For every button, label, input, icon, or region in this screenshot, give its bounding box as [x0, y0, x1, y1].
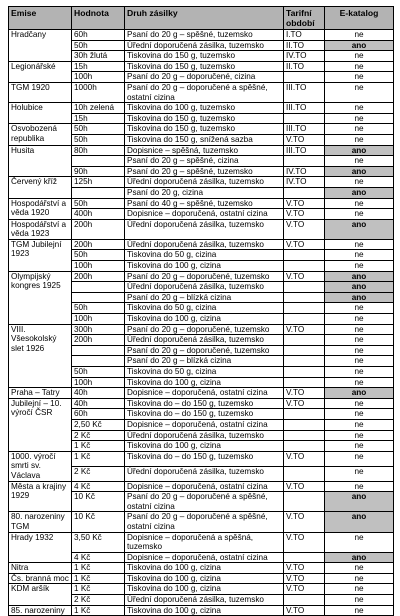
e-katalog-cell: ne: [325, 451, 394, 466]
hodnota-cell: 4 Kč: [72, 552, 125, 563]
hodnota-cell: 40h: [72, 398, 125, 409]
tarifni-obdobi-cell: [284, 335, 325, 346]
e-katalog-cell: ano: [325, 292, 394, 303]
e-katalog-cell: ne: [325, 563, 394, 574]
hodnota-cell: 100h: [72, 261, 125, 272]
tarifni-obdobi-cell: V.TO: [284, 219, 325, 239]
e-katalog-cell: ano: [325, 492, 394, 512]
hodnota-cell: 15h: [72, 113, 125, 124]
e-katalog-cell: ano: [325, 282, 394, 293]
druh-zasilky-cell: Psaní do 20 g – doporučené, tuzemsko: [125, 345, 284, 356]
hodnota-cell: [72, 345, 125, 356]
hodnota-cell: 125h: [72, 177, 125, 188]
hodnota-cell: 50h: [72, 40, 125, 51]
tarifni-obdobi-cell: I.TO: [284, 30, 325, 41]
e-katalog-cell: ano: [325, 40, 394, 51]
hodnota-cell: 2 Kč: [72, 430, 125, 441]
tarifni-obdobi-cell: IV.TO: [284, 51, 325, 62]
druh-zasilky-cell: Tiskovina do – do 150 g, tuzemsko: [125, 409, 284, 420]
druh-zasilky-cell: Psaní do 20 g – spěšné, tuzemsko: [125, 166, 284, 177]
hodnota-cell: 10h zelená: [72, 103, 125, 114]
e-katalog-cell: ne: [325, 124, 394, 135]
e-katalog-cell: ano: [325, 512, 394, 532]
table-row: [9, 124, 394, 135]
emise-cell: Olympijský kongres 1925: [9, 271, 72, 324]
emise-cell: 80. narozeniny TGM: [9, 512, 72, 532]
tarifni-obdobi-cell: [284, 466, 325, 481]
emise-cell: TGM Jubilejní 1923: [9, 239, 72, 271]
e-katalog-cell: ne: [325, 61, 394, 72]
druh-zasilky-cell: Tiskovina do 150 g, tuzemsko: [125, 61, 284, 72]
emise-cell: Holubice: [9, 103, 72, 124]
hodnota-cell: 200h: [72, 219, 125, 239]
druh-zasilky-cell: Psaní do 20 g, cizina: [125, 187, 284, 198]
e-katalog-cell: ne: [325, 82, 394, 102]
emise-cell: Hospodářství a věda 1920: [9, 198, 72, 219]
table-row: [9, 145, 394, 156]
druh-zasilky-cell: Tiskovina do 100 g, cizina: [125, 377, 284, 388]
tarifni-obdobi-cell: [284, 367, 325, 378]
emise-cell: Praha – Tatry: [9, 388, 72, 399]
druh-zasilky-cell: Psaní do 20 g – blízká cizina: [125, 292, 284, 303]
stamp-table: [8, 6, 394, 616]
hodnota-cell: 1 Kč: [72, 441, 125, 452]
hodnota-cell: 15h: [72, 61, 125, 72]
table-row: [9, 512, 394, 532]
header-emise: Emise: [9, 7, 72, 30]
hodnota-cell: [72, 356, 125, 367]
druh-zasilky-cell: Tiskovina do 100 g, cizina: [125, 563, 284, 574]
table-row: [9, 388, 394, 399]
table-row: [9, 451, 394, 466]
druh-zasilky-cell: Tiskovina do 150 g, tuzemsko: [125, 124, 284, 135]
druh-zasilky-cell: Dopisnice – doporučená, ostatní cizina: [125, 481, 284, 492]
hodnota-cell: 200h: [72, 335, 125, 346]
table-row: [9, 271, 394, 282]
e-katalog-cell: ne: [325, 430, 394, 441]
tarifni-obdobi-cell: [284, 345, 325, 356]
stamp-table-container: [8, 6, 393, 616]
e-katalog-cell: ne: [325, 398, 394, 409]
emise-cell: VIII. Všesokolský slet 1926: [9, 324, 72, 388]
druh-zasilky-cell: Psaní do 20 g – doporučené, cizina: [125, 72, 284, 83]
table-row: [9, 481, 394, 492]
druh-zasilky-cell: Dopisnice – doporučená, ostatní cizina: [125, 388, 284, 399]
druh-zasilky-cell: Tiskovina do 100 g, cizina: [125, 584, 284, 595]
druh-zasilky-cell: Tiskovina do 150 g, snížená sazba: [125, 134, 284, 145]
table-row: [9, 239, 394, 250]
emise-cell: Čs. branná moc: [9, 573, 72, 584]
hodnota-cell: 50h: [72, 198, 125, 209]
e-katalog-cell: ne: [325, 72, 394, 83]
hodnota-cell: 50h: [72, 124, 125, 135]
druh-zasilky-cell: Psaní do 40 g – spěšné, tuzemsko: [125, 198, 284, 209]
table-row: [9, 605, 394, 616]
druh-zasilky-cell: Tiskovina do 100 g, cizina: [125, 314, 284, 325]
table-row: [9, 177, 394, 188]
hodnota-cell: [72, 156, 125, 167]
emise-cell: Hradčany: [9, 30, 72, 62]
e-katalog-cell: ne: [325, 605, 394, 616]
emise-cell: Osvobozená republika: [9, 124, 72, 145]
druh-zasilky-cell: Psaní do 20 g – spěšné, cizina: [125, 156, 284, 167]
tarifni-obdobi-cell: V.TO: [284, 271, 325, 282]
e-katalog-cell: ano: [325, 271, 394, 282]
hodnota-cell: 2,50 Kč: [72, 419, 125, 430]
druh-zasilky-cell: Tiskovina do – do 150 g, tuzemsko: [125, 451, 284, 466]
e-katalog-cell: ne: [325, 103, 394, 114]
table-row: [9, 532, 394, 552]
e-katalog-cell: ne: [325, 595, 394, 606]
hodnota-cell: 3,50 Kč: [72, 532, 125, 552]
e-katalog-cell: ne: [325, 466, 394, 481]
tarifni-obdobi-cell: [284, 356, 325, 367]
hodnota-cell: 1 Kč: [72, 451, 125, 466]
tarifni-obdobi-cell: II.TO: [284, 40, 325, 51]
e-katalog-cell: ano: [325, 219, 394, 239]
tarifni-obdobi-cell: [284, 377, 325, 388]
e-katalog-cell: ne: [325, 324, 394, 335]
tarifni-obdobi-cell: [284, 552, 325, 563]
table-row: [9, 584, 394, 595]
tarifni-obdobi-cell: [284, 282, 325, 293]
druh-zasilky-cell: Dopisnice – doporučená a spěšná, tuzemsko: [125, 532, 284, 552]
hodnota-cell: 200h: [72, 239, 125, 250]
hodnota-cell: 50h: [72, 367, 125, 378]
tarifni-obdobi-cell: V.TO: [284, 209, 325, 220]
tarifni-obdobi-cell: [284, 292, 325, 303]
druh-zasilky-cell: Úřední doporučená zásilka, tuzemsko: [125, 282, 284, 293]
hodnota-cell: 90h: [72, 166, 125, 177]
tarifni-obdobi-cell: [284, 113, 325, 124]
tarifni-obdobi-cell: III.TO: [284, 82, 325, 102]
e-katalog-cell: ne: [325, 250, 394, 261]
tarifni-obdobi-cell: V.TO: [284, 573, 325, 584]
emise-cell: Města a krajiny 1929: [9, 481, 72, 512]
tarifni-obdobi-cell: V.TO: [284, 398, 325, 409]
e-katalog-cell: ne: [325, 113, 394, 124]
e-katalog-cell: ne: [325, 441, 394, 452]
hodnota-cell: 300h: [72, 324, 125, 335]
druh-zasilky-cell: Tiskovina do 100 g, tuzemsko: [125, 103, 284, 114]
header-tarifni-obdobi: Tarifní období: [284, 7, 325, 30]
hodnota-cell: 60h: [72, 30, 125, 41]
hodnota-cell: [72, 282, 125, 293]
e-katalog-cell: ne: [325, 481, 394, 492]
druh-zasilky-cell: Úřední doporučená zásilka, tuzemsko: [125, 40, 284, 51]
e-katalog-cell: ne: [325, 377, 394, 388]
table-row: [9, 563, 394, 574]
hodnota-cell: 1 Kč: [72, 605, 125, 616]
hodnota-cell: 50h: [72, 134, 125, 145]
emise-cell: 85. narozeniny: [9, 605, 72, 616]
hodnota-cell: 200h: [72, 271, 125, 282]
hodnota-cell: 30h žlutá: [72, 51, 125, 62]
e-katalog-cell: ne: [325, 419, 394, 430]
druh-zasilky-cell: Úřední doporučená zásilka, tuzemsko: [125, 219, 284, 239]
druh-zasilky-cell: Úřední doporučená zásilka, tuzemsko: [125, 335, 284, 346]
tarifni-obdobi-cell: V.TO: [284, 198, 325, 209]
table-row: [9, 82, 394, 102]
table-row: [9, 30, 394, 41]
tarifni-obdobi-cell: V.TO: [284, 512, 325, 532]
druh-zasilky-cell: Úřední doporučená zásilka, tuzemsko: [125, 177, 284, 188]
e-katalog-cell: ano: [325, 552, 394, 563]
tarifni-obdobi-cell: [284, 595, 325, 606]
druh-zasilky-cell: Psaní do 20 g – doporučené a spěšné, ostatní cizina: [125, 512, 284, 532]
hodnota-cell: 10 Kč: [72, 492, 125, 512]
tarifni-obdobi-cell: V.TO: [284, 451, 325, 466]
tarifni-obdobi-cell: II.TO: [284, 61, 325, 72]
druh-zasilky-cell: Tiskovina do 50 g, cizina: [125, 367, 284, 378]
tarifni-obdobi-cell: V.TO: [284, 584, 325, 595]
tarifni-obdobi-cell: III.TO: [284, 103, 325, 114]
tarifni-obdobi-cell: [284, 409, 325, 420]
e-katalog-cell: ne: [325, 532, 394, 552]
druh-zasilky-cell: Tiskovina do 150 g, tuzemsko: [125, 51, 284, 62]
druh-zasilky-cell: Úřední doporučená zásilka, tuzemsko: [125, 595, 284, 606]
hodnota-cell: 80h: [72, 145, 125, 156]
e-katalog-cell: ne: [325, 209, 394, 220]
table-row: [9, 573, 394, 584]
hodnota-cell: 50h: [72, 250, 125, 261]
tarifni-obdobi-cell: V.TO: [284, 239, 325, 250]
hodnota-cell: 1 Kč: [72, 573, 125, 584]
tarifni-obdobi-cell: IV.TO: [284, 177, 325, 188]
tarifni-obdobi-cell: [284, 261, 325, 272]
e-katalog-cell: ne: [325, 335, 394, 346]
druh-zasilky-cell: Dopisnice – doporučená, ostatní cizina: [125, 419, 284, 430]
table-row: [9, 61, 394, 72]
emise-cell: Červený kříž: [9, 177, 72, 198]
druh-zasilky-cell: Tiskovina do 100 g, cizina: [125, 573, 284, 584]
hodnota-cell: [72, 187, 125, 198]
e-katalog-cell: ne: [325, 261, 394, 272]
druh-zasilky-cell: Psaní do 20 g – doporučené a spěšné, ostatní cizina: [125, 82, 284, 102]
hodnota-cell: 10 Kč: [72, 512, 125, 532]
emise-cell: Jubilejní – 10. výročí ČSR: [9, 398, 72, 451]
e-katalog-cell: ano: [325, 166, 394, 177]
emise-cell: Hospodářství a věda 1923: [9, 219, 72, 239]
tarifni-obdobi-cell: [284, 492, 325, 512]
tarifni-obdobi-cell: V.TO: [284, 605, 325, 616]
druh-zasilky-cell: Tiskovina do 100 g, cizina: [125, 605, 284, 616]
hodnota-cell: 100h: [72, 314, 125, 325]
tarifni-obdobi-cell: III.TO: [284, 124, 325, 135]
hodnota-cell: 400h: [72, 209, 125, 220]
tarifni-obdobi-cell: [284, 441, 325, 452]
druh-zasilky-cell: Psaní do 20 g – blízká cizina: [125, 356, 284, 367]
druh-zasilky-cell: Dopisnice – doporučená, ostatní cizina: [125, 209, 284, 220]
tarifni-obdobi-cell: IV.TO: [284, 166, 325, 177]
druh-zasilky-cell: Tiskovina do 50 g, cizina: [125, 303, 284, 314]
e-katalog-cell: ne: [325, 239, 394, 250]
druh-zasilky-cell: Psaní do 20 g – doporučené a spěšné, ostatní cizina: [125, 492, 284, 512]
emise-cell: Hrady 1932: [9, 532, 72, 563]
tarifni-obdobi-cell: [284, 156, 325, 167]
emise-cell: Nitra: [9, 563, 72, 574]
e-katalog-cell: ne: [325, 367, 394, 378]
hodnota-cell: 1 Kč: [72, 563, 125, 574]
hodnota-cell: 1 Kč: [72, 584, 125, 595]
hodnota-cell: [72, 292, 125, 303]
tarifni-obdobi-cell: [284, 303, 325, 314]
table-row: [9, 198, 394, 209]
header-hodnota: Hodnota: [72, 7, 125, 30]
table-row: [9, 219, 394, 239]
e-katalog-cell: ne: [325, 584, 394, 595]
table-row: [9, 398, 394, 409]
header-druh-zasilky: Druh zásilky: [125, 7, 284, 30]
druh-zasilky-cell: Tiskovina do 50 g, cizina: [125, 250, 284, 261]
e-katalog-cell: ne: [325, 356, 394, 367]
tarifni-obdobi-cell: V.TO: [284, 134, 325, 145]
e-katalog-cell: ano: [325, 145, 394, 156]
druh-zasilky-cell: Tiskovina do 100 g, cizina: [125, 441, 284, 452]
emise-cell: Legionářské: [9, 61, 72, 82]
tarifni-obdobi-cell: [284, 430, 325, 441]
tarifni-obdobi-cell: [284, 314, 325, 325]
druh-zasilky-cell: Úřední doporučená zásilka, tuzemsko: [125, 466, 284, 481]
tarifni-obdobi-cell: [284, 250, 325, 261]
hodnota-cell: 40h: [72, 388, 125, 399]
emise-cell: Husita: [9, 145, 72, 177]
e-katalog-cell: ne: [325, 51, 394, 62]
tarifni-obdobi-cell: V.TO: [284, 388, 325, 399]
druh-zasilky-cell: Psaní do 20 g – doporučené, tuzemsko: [125, 324, 284, 335]
e-katalog-cell: ano: [325, 388, 394, 399]
tarifni-obdobi-cell: [284, 187, 325, 198]
druh-zasilky-cell: Tiskovina do – do 150 g, tuzemsko: [125, 398, 284, 409]
e-katalog-cell: ne: [325, 177, 394, 188]
e-katalog-cell: ne: [325, 345, 394, 356]
hodnota-cell: 100h: [72, 377, 125, 388]
druh-zasilky-cell: Psaní do 20 g – doporučené, tuzemsko: [125, 271, 284, 282]
emise-cell: TGM 1920: [9, 82, 72, 102]
e-katalog-cell: ne: [325, 303, 394, 314]
emise-cell: KDM aršík: [9, 584, 72, 605]
tarifni-obdobi-cell: [284, 72, 325, 83]
table-row: [9, 324, 394, 335]
hodnota-cell: 50h: [72, 303, 125, 314]
tarifni-obdobi-cell: [284, 419, 325, 430]
hodnota-cell: 4 Kč: [72, 481, 125, 492]
table-body: [9, 30, 394, 616]
druh-zasilky-cell: Úřední doporučená zásilka, tuzemsko: [125, 239, 284, 250]
hodnota-cell: 2 Kč: [72, 466, 125, 481]
tarifni-obdobi-cell: V.TO: [284, 532, 325, 552]
druh-zasilky-cell: Dopisnice – doporučená, ostatní cizina: [125, 552, 284, 563]
table-row: [9, 103, 394, 114]
druh-zasilky-cell: Úřední doporučená zásilka, tuzemsko: [125, 430, 284, 441]
e-katalog-cell: ne: [325, 573, 394, 584]
druh-zasilky-cell: Psaní do 20 g – spěšné, tuzemsko: [125, 30, 284, 41]
druh-zasilky-cell: Dopisnice – spěšná, tuzemsko: [125, 145, 284, 156]
e-katalog-cell: ano: [325, 187, 394, 198]
header-row: [9, 7, 394, 30]
tarifni-obdobi-cell: V.TO: [284, 563, 325, 574]
hodnota-cell: 100h: [72, 72, 125, 83]
tarifni-obdobi-cell: V.TO: [284, 481, 325, 492]
e-katalog-cell: ne: [325, 314, 394, 325]
e-katalog-cell: ne: [325, 134, 394, 145]
header-e-katalog: E-katalog: [325, 7, 394, 30]
emise-cell: 1000. výročí smrti sv. Václava: [9, 451, 72, 481]
hodnota-cell: 60h: [72, 409, 125, 420]
druh-zasilky-cell: Tiskovina do 150 g, tuzemsko: [125, 113, 284, 124]
e-katalog-cell: ne: [325, 30, 394, 41]
e-katalog-cell: ne: [325, 198, 394, 209]
e-katalog-cell: ne: [325, 409, 394, 420]
druh-zasilky-cell: Tiskovina do 100 g, cizina: [125, 261, 284, 272]
tarifni-obdobi-cell: V.TO: [284, 324, 325, 335]
hodnota-cell: 1000h: [72, 82, 125, 102]
e-katalog-cell: ne: [325, 156, 394, 167]
tarifni-obdobi-cell: III.TO: [284, 145, 325, 156]
hodnota-cell: 2 Kč: [72, 595, 125, 606]
